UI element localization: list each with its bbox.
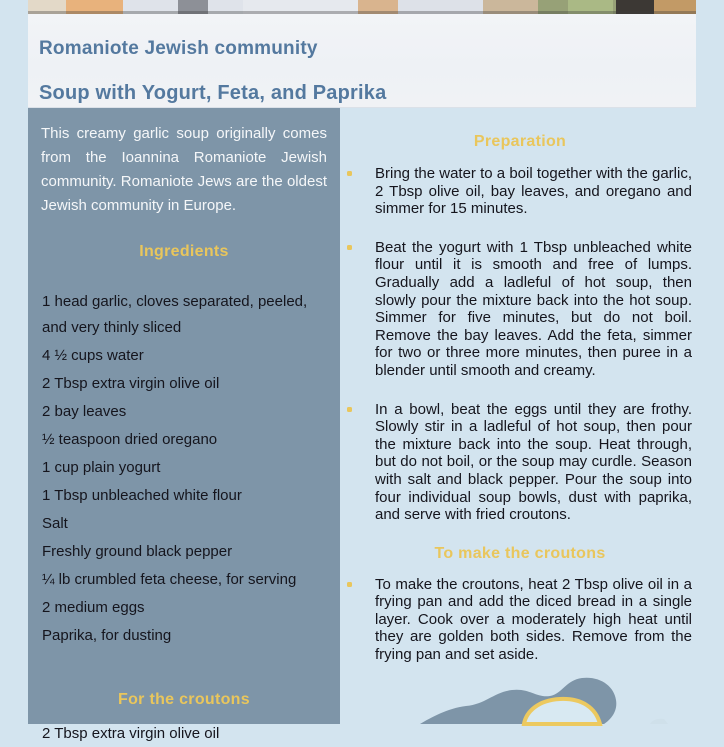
step-text: To make the croutons, heat 2 Tbsp olive oil in a frying pan and add the diced bread in a single layer. Cook over a moderately high heat until they are golden both sides. Remove from the frying pan and set aside. <box>375 575 692 664</box>
bullet-icon <box>347 407 352 412</box>
list-item <box>375 401 692 524</box>
ingredients-list <box>41 289 327 649</box>
preparation-steps <box>344 165 696 524</box>
page-title: Soup with Yogurt, Feta, and Paprika <box>39 82 387 104</box>
list-item: 1 cup plain yogurt <box>42 459 161 476</box>
ingredients-panel <box>28 108 340 742</box>
list-item <box>375 239 692 380</box>
ingredients-heading: Ingredients <box>139 243 229 260</box>
list-item: 2 medium eggs <box>42 599 145 616</box>
list-item: 1 Tbsp unbleached white flour <box>42 487 242 504</box>
croutons-ingredients-list <box>41 721 327 747</box>
list-item: 1 head garlic, cloves separated, peeled, and very thinly sliced <box>42 293 308 336</box>
step-text: Beat the yogurt with 1 Tbsp unbleached white flour until it is smooth and free of lumps. Gradually add a ladleful of hot soup, then slowly pour the mixture back into the hot soup. Simmer for five minutes, but do not boil. Remove the bay leaves. Add the feta, simmer for two or three more minutes, then puree in a blender until smooth and creamy. <box>375 238 692 379</box>
bullet-icon <box>347 171 352 176</box>
croutons-ingredients-heading: For the croutons <box>118 691 250 708</box>
croutons-steps-heading: To make the croutons <box>434 544 606 562</box>
list-item: Freshly ground black pepper <box>42 543 233 560</box>
header-photo <box>28 0 696 14</box>
list-item: Paprika, for dusting <box>42 627 172 644</box>
page-subtitle: Romaniote Jewish community <box>39 38 318 59</box>
croutons-steps <box>344 576 696 664</box>
step-text: In a bowl, beat the eggs until they are frothy. Slowly stir in a ladleful of hot soup, then pour the mixture back into the soup. Heat through, but do not boil, or the soup may curdle. Season with salt and black pepper. Pour the soup into four individual soup bowls, dust with paprika, and serve with fried croutons. <box>375 400 692 524</box>
list-item: Salt <box>42 515 68 532</box>
list-item: ½ teaspoon dried oregano <box>42 431 218 448</box>
preparation-heading: Preparation <box>473 133 567 150</box>
intro-paragraph: This creamy garlic soup originally comes from the Ioannina Romaniote Jewish community. Romaniote Jews are the oldest Jewish community in Europe. <box>41 125 327 214</box>
list-item: 2 Tbsp extra virgin olive oil <box>42 375 220 392</box>
step-text: Bring the water to a boil together with the garlic, 2 Tbsp olive oil, bay leaves, and oregano and simmer for 15 minutes. <box>375 165 692 218</box>
bullet-icon <box>347 582 352 587</box>
list-item: 2 Tbsp extra virgin olive oil <box>42 725 220 742</box>
bullet-icon <box>347 245 352 250</box>
preparation-panel <box>344 108 696 724</box>
header-photo-image <box>28 0 696 14</box>
list-item: 2 bay leaves <box>42 403 127 420</box>
list-item <box>375 165 692 218</box>
list-item: ¼ lb crumbled feta cheese, for serving <box>42 571 297 588</box>
list-item: 4 ½ cups water <box>42 347 144 364</box>
list-item <box>375 576 692 664</box>
title-band <box>28 14 696 108</box>
